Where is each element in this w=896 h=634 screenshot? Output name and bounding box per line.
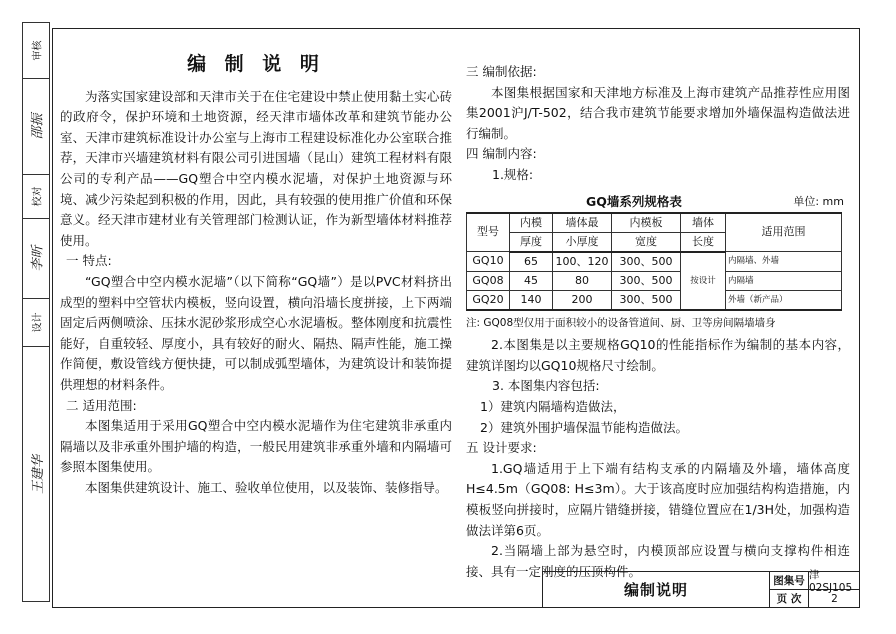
contents-item-2: 2）建筑外围护墙保温节能构造做法。 (480, 419, 688, 435)
cell-core-width: 300、500 (612, 290, 681, 310)
cell-min-thickness: 200 (553, 290, 612, 310)
cell-wall-length: 按设计 (681, 252, 726, 310)
table-row (467, 271, 842, 290)
header-core-thickness-2: 厚度 (510, 232, 553, 252)
table-note: 注: GQ08型仅用于面积较小的设备管道间、厨、卫等房间隔墙墙身 (466, 316, 776, 329)
cell-min-thickness: 80 (553, 271, 612, 290)
cell-model: GQ10 (467, 252, 510, 272)
header-wall-length: 墙体 (681, 213, 726, 233)
atlas-number: 津02SJ105 (809, 569, 853, 594)
atlas-row (770, 569, 860, 594)
cell-core-thickness: 65 (510, 252, 553, 272)
table-caption: GQ墙系列规格表 (586, 193, 682, 209)
header-core-width: 内模板 (612, 213, 681, 233)
header-model: 型号 (467, 213, 510, 252)
left-column (60, 50, 452, 498)
header-min-thickness-2: 小厚度 (553, 232, 612, 252)
header-core-width-2: 宽度 (612, 232, 681, 252)
section-3-heading: 三 编制依据: (466, 64, 537, 79)
page-label: 页 次 (770, 590, 809, 607)
side-label-check: 校对 (23, 175, 49, 219)
atlas-label: 图集号 (770, 572, 809, 589)
page-number: 2 (831, 592, 838, 605)
page-title: 编 制 说 明 (187, 53, 325, 75)
intro-paragraph: 为落实国家建设部和天津市关于在住宅建设中禁止使用黏土实心砖的政府令，保护环境和土地资源，经天津市墙体改革和建筑节能办公室、天津市建筑标准设计办公室与上海市工程建设标准化办公室联合推荐，天津市兴墙建筑材料有限公司引进国墙（昆山）建筑工程材料有限公司的专利产品——GQ塑合中空内模水泥墙，对保护土地资源与环境、减少污染起到积极的作用，因此，具有较强的使用推广价值和环保意义。经天津市建材业有关管理部门检测认证，作为新型墙体材料推荐使用。 (60, 88, 452, 248)
section-3-text: 本图集根据国家和天津地方标准及上海市建筑产品推荐性应用图集2001沪J/T-502，结合我市建筑节能要求增加外墙保温构造做法进行编制。 (466, 84, 850, 141)
section-5-heading: 五 设计要求: (466, 440, 537, 456)
cell-core-width: 300、500 (612, 252, 681, 272)
header-min-thickness: 墙体最 (553, 213, 612, 233)
section-4-heading: 四 编制内容: (466, 146, 537, 162)
cell-min-thickness: 100、120 (553, 252, 612, 272)
cell-scope: 外墙（新产品） (726, 290, 842, 310)
section-5-text-1: 1.GQ墙适用于上下端有结构支承的内隔墙及外墙，墙体高度H≤4.5m（GQ08: H≤3m）。大于该高度时应加强结构构造措施，内模板竖向拼接时，应隔片错缝拼接，错缝位置应在1/3H处，加强构造做法详第6页。 (466, 460, 850, 538)
header-scope: 适用范围 (726, 213, 842, 252)
section-2-heading: 二 适用范围: (66, 397, 137, 413)
cell-model: GQ08 (467, 271, 510, 290)
spec-subheading: 1.规格: (492, 166, 534, 182)
title-block (542, 571, 860, 608)
spec-paragraph-2: 2.本图集是以主要规格GQ10的性能指标作为编制的基本内容，建筑详图均以GQ10规格尺寸绘制。 (466, 337, 850, 373)
header-core-thickness: 内模 (510, 213, 553, 233)
checker-signature: 李昕 (23, 219, 49, 299)
side-label-review: 审核 (23, 23, 49, 79)
page-row (770, 590, 860, 607)
table-row (467, 290, 842, 310)
cell-scope: 内隔墙、外墙 (726, 252, 842, 272)
section-2-text: 本图集适用于采用GQ塑合中空内模水泥墙作为住宅建筑非承重内隔墙以及非承重外围护墙的构造，一般民用建筑非承重外墙和内隔墙可参照本图集使用。 (60, 418, 452, 475)
table-header-row (467, 213, 842, 233)
designer-signature: 王建华 (30, 454, 46, 494)
table-caption-row (466, 190, 850, 212)
contents-item-1: 1）建筑内隔墙构造做法， (480, 398, 626, 414)
cell-scope: 内隔墙 (726, 271, 842, 290)
signature-strip (22, 22, 50, 602)
spec-table (466, 212, 842, 311)
section-1-text: “GQ塑合中空内模水泥墙”（以下简称“GQ墙”）是以PVC材料挤出成型的塑料中空管状内模板，竖向设置，横向沿墙长度拼接，上下两端固定后两侧喷涂、压抹水泥砂浆形成空心水泥墙板。整体刚度和抗震性能好，自重较轻、厚度小，具有较好的耐火、隔热、隔声性能，施工操作简便，敷设管线方便快捷，可以制成弧型墙体，为建筑设计和装饰提供理想的材料条件。 (60, 273, 452, 392)
reviewer-signature: 邵振 (23, 79, 49, 175)
section-1-heading: 一 特点: (66, 253, 112, 269)
table-unit: 单位: mm (793, 194, 844, 208)
title-block-name: 编制说明 (623, 581, 688, 599)
section-5-text-2: 2.当隔墙上部为悬空时，内模顶部应设置与横向支撑构件相连接、具有一定刚度的压顶构件。 (466, 543, 850, 579)
title-block-grid (769, 569, 861, 607)
cell-core-thickness: 140 (510, 290, 553, 310)
section-2-text-2: 本图集供建筑设计、施工、验收单位使用，以及装饰、装修指导。 (85, 479, 448, 495)
cell-model: GQ20 (467, 290, 510, 310)
cell-core-thickness: 45 (510, 271, 553, 290)
table-row (467, 252, 842, 272)
cell-core-width: 300、500 (612, 271, 681, 290)
header-wall-length-2: 长度 (681, 232, 726, 252)
right-column (466, 62, 850, 582)
contents-subheading: 3. 本图集内容包括: (492, 378, 600, 394)
side-label-design: 设计 (23, 299, 49, 347)
